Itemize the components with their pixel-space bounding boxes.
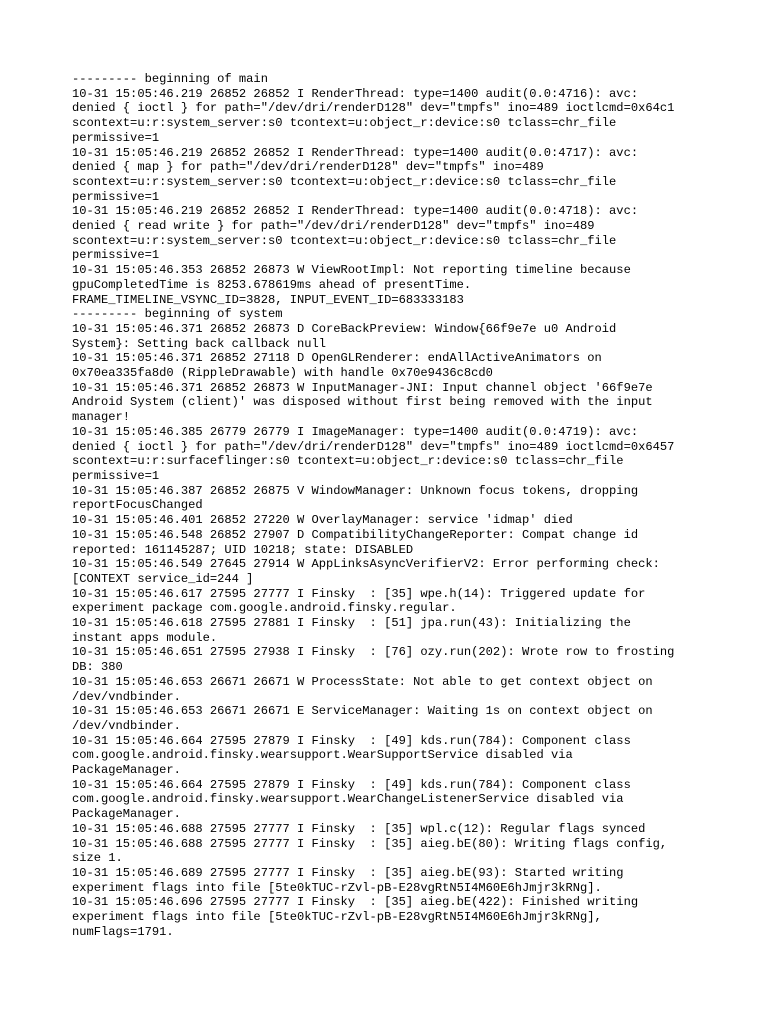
log-line: scontext=u:r:surfaceflinger:s0 tcontext=u:object_r:device:s0 tclass=chr_file [72, 454, 624, 469]
log-line: --------- beginning of system [72, 307, 283, 322]
log-line: size 1. [72, 851, 123, 866]
log-document [72, 72, 712, 939]
log-line: com.google.android.finsky.wearsupport.WearSupportService disabled via [72, 748, 573, 763]
log-line: permissive=1 [72, 248, 160, 263]
log-line: 10-31 15:05:46.401 26852 27220 W OverlayManager: service 'idmap' died [72, 513, 573, 528]
log-line: 10-31 15:05:46.617 27595 27777 I Finsky : [35] wpe.h(14): Triggered update for [72, 586, 646, 601]
log-line: 10-31 15:05:46.548 26852 27907 D CompatibilityChangeReporter: Compat change id [72, 527, 639, 542]
log-line: 10-31 15:05:46.618 27595 27881 I Finsky : [51] jpa.run(43): Initializing the [72, 616, 631, 631]
log-line: denied { ioctl } for path="/dev/dri/renderD128" dev="tmpfs" ino=489 ioctlcmd=0x6457 [72, 439, 675, 454]
log-line: instant apps module. [72, 630, 218, 645]
log-line: 10-31 15:05:46.689 27595 27777 I Finsky : [35] aieg.bE(93): Started writing [72, 865, 624, 880]
log-line: 10-31 15:05:46.688 27595 27777 I Finsky : [35] wpl.c(12): Regular flags synced [72, 821, 646, 836]
log-line: reported: 161145287; UID 10218; state: DISABLED [72, 542, 414, 557]
log-line: 10-31 15:05:46.371 26852 26873 D CoreBackPreview: Window{66f9e7e u0 Android [72, 321, 617, 336]
log-line: /dev/vndbinder. [72, 689, 181, 704]
log-line: reportFocusChanged [72, 498, 203, 513]
log-line: 10-31 15:05:46.664 27595 27879 I Finsky : [49] kds.run(784): Component class [72, 777, 631, 792]
log-line: gpuCompletedTime is 8253.678619ms ahead of presentTime. [72, 277, 472, 292]
log-line: System}: Setting back callback null [72, 336, 327, 351]
log-line: 10-31 15:05:46.219 26852 26852 I RenderThread: type=1400 audit(0.0:4717): avc: [72, 145, 639, 160]
log-line: 10-31 15:05:46.651 27595 27938 I Finsky : [76] ozy.run(202): Wrote row to frosting [72, 645, 675, 660]
log-lines [72, 72, 712, 939]
log-line: experiment flags into file [5te0kTUC-rZvl-pB-E28vgRtN5I4M60E6hJmjr3kRNg], [72, 910, 602, 925]
log-line: scontext=u:r:system_server:s0 tcontext=u:object_r:device:s0 tclass=chr_file [72, 174, 617, 189]
log-line: 10-31 15:05:46.219 26852 26852 I RenderThread: type=1400 audit(0.0:4716): avc: [72, 86, 639, 101]
log-line: denied { ioctl } for path="/dev/dri/renderD128" dev="tmpfs" ino=489 ioctlcmd=0x64c1 [72, 101, 675, 116]
log-line: PackageManager. [72, 807, 181, 822]
log-line: scontext=u:r:system_server:s0 tcontext=u:object_r:device:s0 tclass=chr_file [72, 116, 617, 131]
log-line: Android System (client)' was disposed without first being removed with the input [72, 395, 653, 410]
log-line: com.google.android.finsky.wearsupport.WearChangeListenerService disabled via [72, 792, 624, 807]
log-line: --------- beginning of main [72, 72, 268, 86]
log-line: permissive=1 [72, 468, 160, 483]
log-line: 10-31 15:05:46.653 26671 26671 W ProcessState: Not able to get context object on [72, 674, 653, 689]
log-line: permissive=1 [72, 189, 160, 204]
log-line: FRAME_TIMELINE_VSYNC_ID=3828, INPUT_EVENT_ID=683333183 [72, 292, 464, 307]
log-line: experiment flags into file [5te0kTUC-rZvl-pB-E28vgRtN5I4M60E6hJmjr3kRNg]. [72, 880, 602, 895]
log-line: numFlags=1791. [72, 924, 174, 939]
log-line: 10-31 15:05:46.371 26852 26873 W InputManager-JNI: Input channel object '66f9e7e [72, 380, 653, 395]
log-line: denied { map } for path="/dev/dri/renderD128" dev="tmpfs" ino=489 [72, 160, 544, 175]
log-line: 10-31 15:05:46.219 26852 26852 I RenderThread: type=1400 audit(0.0:4718): avc: [72, 204, 639, 219]
log-line: 10-31 15:05:46.371 26852 27118 D OpenGLRenderer: endAllActiveAnimators on [72, 351, 602, 366]
log-line: DB: 380 [72, 660, 123, 675]
log-line: permissive=1 [72, 130, 160, 145]
log-line: 10-31 15:05:46.387 26852 26875 V WindowManager: Unknown focus tokens, dropping [72, 483, 639, 498]
log-line: PackageManager. [72, 763, 181, 778]
log-line: [CONTEXT service_id=244 ] [72, 571, 254, 586]
log-line: denied { read write } for path="/dev/dri/renderD128" dev="tmpfs" ino=489 [72, 219, 595, 234]
log-line: 10-31 15:05:46.696 27595 27777 I Finsky : [35] aieg.bE(422): Finished writing [72, 895, 639, 910]
log-line: 10-31 15:05:46.653 26671 26671 E ServiceManager: Waiting 1s on context object on [72, 704, 653, 719]
log-line: 10-31 15:05:46.385 26779 26779 I ImageManager: type=1400 audit(0.0:4719): avc: [72, 424, 639, 439]
log-line: 10-31 15:05:46.353 26852 26873 W ViewRootImpl: Not reporting timeline because [72, 263, 631, 278]
log-line: /dev/vndbinder. [72, 718, 181, 733]
log-line: 10-31 15:05:46.549 27645 27914 W AppLinksAsyncVerifierV2: Error performing check: [72, 557, 660, 572]
log-line: 10-31 15:05:46.688 27595 27777 I Finsky : [35] aieg.bE(80): Writing flags config, [72, 836, 668, 851]
log-line: manager! [72, 410, 131, 425]
log-line: experiment package com.google.android.finsky.regular. [72, 601, 457, 616]
log-line: 0x70ea335fa8d0 (RippleDrawable) with handle 0x70e9436c8cd0 [72, 366, 493, 381]
log-line: 10-31 15:05:46.664 27595 27879 I Finsky : [49] kds.run(784): Component class [72, 733, 631, 748]
log-line: scontext=u:r:system_server:s0 tcontext=u:object_r:device:s0 tclass=chr_file [72, 233, 617, 248]
